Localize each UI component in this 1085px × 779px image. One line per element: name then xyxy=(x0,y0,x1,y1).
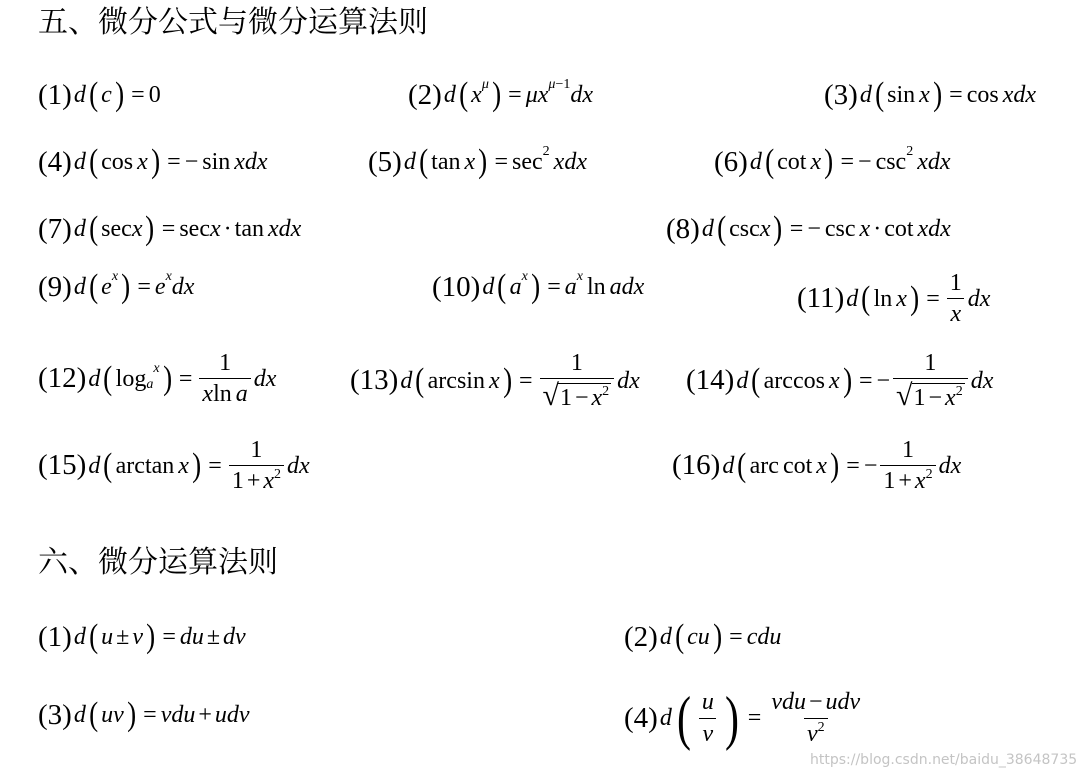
formula-3: (3) d ( sin x ) = cos xdx xyxy=(824,76,1037,113)
formula-4: (4) d ( cos x ) = − sin xdx xyxy=(38,143,268,180)
formula-7: (7) d ( sec x ) = sec x · tan xdx xyxy=(38,210,302,247)
formula-number: (9) xyxy=(38,270,72,303)
formula-number: (4) xyxy=(38,145,72,178)
formula-8: (8) d ( csc x ) = − csc x · cot xdx xyxy=(666,210,951,247)
formula-10: (10) d ( a $^x$ ) = a $^x$ ln adx xyxy=(432,268,645,305)
formula-12: (12) d ( log $_a$ $^x$ ) = $\frac{1}{\text{xln a}}$ dx xyxy=(38,350,277,408)
formula-9: (9) d ( e $^x$ ) = e $^x$ dx xyxy=(38,268,195,305)
section-title-differential-formulas: 五、微分公式与微分运算法则 xyxy=(38,5,428,40)
formula-number: (3) xyxy=(824,78,858,111)
formula-15: (15) d ( arctan x ) = $\frac{1}{1 + x^2}$ dx xyxy=(38,437,310,495)
watermark: https://blog.csdn.net/baidu_38648735 xyxy=(810,752,1078,768)
formula-number: (6) xyxy=(714,145,748,178)
formula-number: (14) xyxy=(686,364,735,397)
formula-number: (8) xyxy=(666,212,700,245)
formula-number: (5) xyxy=(368,145,402,178)
formula-14: (14) d ( arccos x ) = − 1 √ $1 - x^2$ dx xyxy=(686,350,994,413)
rule-number: (4) xyxy=(624,701,658,734)
rule-number: (3) xyxy=(38,698,72,731)
formula-number: (12) xyxy=(38,362,87,395)
formula-number: (15) xyxy=(38,449,87,482)
rule-number: (1) xyxy=(38,620,72,653)
section-title-differential-rules: 六、微分运算法则 xyxy=(38,545,278,580)
formula-number: (7) xyxy=(38,212,72,245)
formula-number: (2) xyxy=(408,78,442,111)
rule-3: (3) d ( uv ) = vdu + udv xyxy=(38,696,250,733)
formula-number: (11) xyxy=(797,282,845,315)
formula-5: (5) d ( tan x ) = sec $^2$ xdx xyxy=(368,143,587,180)
rule-number: (2) xyxy=(624,620,658,653)
formula-13: (13) d ( arcsin x ) = 1 √ $1 - x^2$ dx xyxy=(350,350,640,413)
formula-1: (1) d ( c ) = 0 xyxy=(38,76,161,113)
rule-2: (2) d ( cu ) = cdu xyxy=(624,618,782,655)
formula-number: (1) xyxy=(38,78,72,111)
formula-number: (13) xyxy=(350,364,399,397)
formula-16: (16) d ( arc cot x ) = − $\frac{1}{1 + x^2}$ dx xyxy=(672,437,962,495)
formula-6: (6) d ( cot x ) = − csc $^2$ xdx xyxy=(714,143,951,180)
formula-number: (10) xyxy=(432,270,481,303)
formula-2: (2) d ( x $^\mu$ ) = μx $^{\mu -1}$ dx xyxy=(408,76,594,113)
rule-1: (1) d ( u ± v ) = du ± dv xyxy=(38,618,246,655)
formula-number: (16) xyxy=(672,449,721,482)
formula-11: (11) d ( ln x ) = $\frac{1}{x}$ dx xyxy=(797,270,991,328)
rule-4: (4) d ( $\frac{u}{v}$ ) = $\frac{\text{vdu − udv}}{v^2}$ xyxy=(624,685,861,751)
